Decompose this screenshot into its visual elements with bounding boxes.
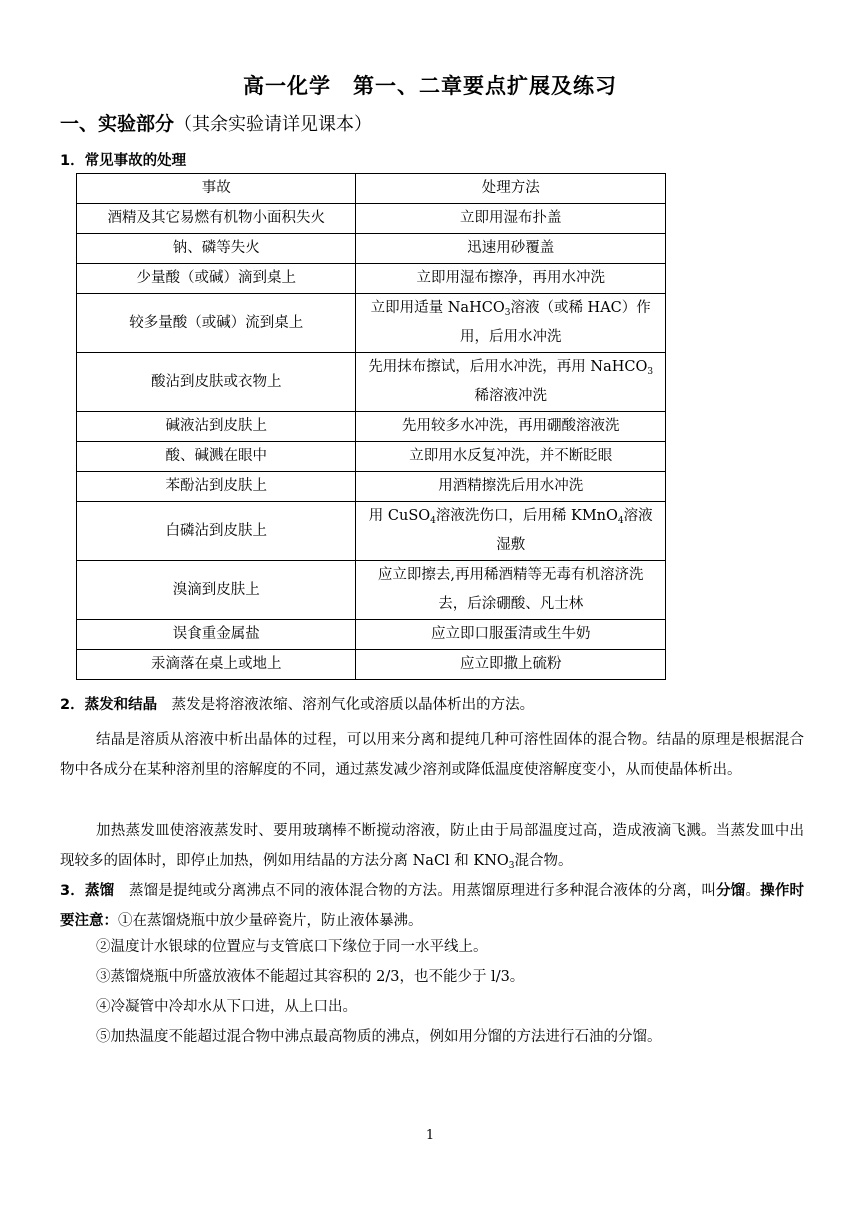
subscript: 3 <box>647 367 654 377</box>
crystallization-paragraph: 结晶是溶质从溶液中析出晶体的过程，可以用来分离和提纯几种可溶性固体的混合物。结晶的原理是根据混合物中各成分在某种溶剂里的溶解度的不同，通过蒸发减少溶剂或降低温度使溶解度变小，从而使晶体析出。 <box>60 732 804 778</box>
method-text: 稀溶液冲洗 <box>474 388 547 404</box>
evaporation-intro <box>60 690 804 720</box>
table-row <box>77 442 666 472</box>
paragraph-text: 混合物。 <box>514 853 573 869</box>
table-cell-accident: 苯酚沾到皮肤上 <box>77 472 356 502</box>
table-cell-method: 立即用湿布扑盖 <box>356 204 666 234</box>
table-cell-method: 迅速用砂覆盖 <box>356 234 666 264</box>
list-item: ③蒸馏烧瓶中所盛放液体不能超过其容积的 2/3，也不能少于 l/3。 <box>96 969 525 985</box>
table-cell-accident: 少量酸（或碱）滴到桌上 <box>77 264 356 294</box>
table-cell-accident: 较多量酸（或碱）流到桌上 <box>77 294 356 353</box>
subscript: 4 <box>430 516 436 526</box>
distillation-paragraph <box>60 876 804 936</box>
list-item: ②温度计水银球的位置应与支管底口下缘位于同一水平线上。 <box>96 939 488 955</box>
table-cell-accident: 碱液沾到皮肤上 <box>77 412 356 442</box>
subsection-heading-accidents: 1．常见事故的处理 <box>60 153 187 169</box>
table-cell-accident: 酸沾到皮肤或衣物上 <box>77 353 356 412</box>
table-row <box>77 264 666 294</box>
accident-table <box>76 173 666 680</box>
table-cell-accident: 酒精及其它易燃有机物小面积失火 <box>77 204 356 234</box>
table-row <box>77 234 666 264</box>
table-cell-accident: 溴滴到皮肤上 <box>77 561 356 620</box>
table-row <box>77 294 666 353</box>
section-heading-note: （其余实验请详见课本） <box>174 114 373 135</box>
section-heading-experiments <box>60 109 372 136</box>
paragraph-text: 加热蒸发皿使溶液蒸发时、要用玻璃棒不断搅动溶液，防止由于局部温度过高，造成液滴飞溅。当蒸发皿中出现较多的固体时，即停止加热，例如用结晶的方法分离 NaCl 和 KNO <box>60 823 804 869</box>
table-header-method: 处理方法 <box>356 174 666 204</box>
method-text: 用 CuSO <box>368 508 431 524</box>
list-item: ①在蒸馏烧瓶中放少量碎瓷片，防止液体暴沸。 <box>118 913 423 929</box>
table-cell-accident: 误食重金属盐 <box>77 620 356 650</box>
table-row <box>77 561 666 620</box>
method-text: 溶液洗伤口，后用稀 KMnO <box>435 508 618 524</box>
term-fractionation: 分馏 <box>716 883 746 899</box>
table-cell-method: 用酒精擦洗后用水冲洗 <box>356 472 666 502</box>
table-row <box>77 650 666 680</box>
table-cell-method: 应立即擦去,再用稀酒精等无毒有机溶济洗去，后涂硼酸、凡士林 <box>356 561 666 620</box>
table-cell-method: 应立即撒上硫粉 <box>356 650 666 680</box>
punctuation: 。 <box>745 883 761 899</box>
subscript: 4 <box>617 516 624 526</box>
table-cell-method: 立即用湿布擦净，再用水冲洗 <box>356 264 666 294</box>
subscript: 3 <box>508 861 515 871</box>
method-text: 溶液湿敷 <box>496 508 653 553</box>
table-row <box>77 204 666 234</box>
subscript: 3 <box>504 308 511 318</box>
table-row <box>77 620 666 650</box>
table-cell-method: 先用较多水冲洗，再用硼酸溶液洗 <box>356 412 666 442</box>
list-item: ④冷凝管中冷却水从下口进，从上口出。 <box>96 999 357 1015</box>
page-number: 1 <box>425 1128 435 1143</box>
table-row <box>77 353 666 412</box>
table-header-accident: 事故 <box>77 174 356 204</box>
list-item: ⑤加热温度不能超过混合物中沸点最高物质的沸点，例如用分馏的方法进行石油的分馏。 <box>96 1029 662 1045</box>
section-heading-text: 一、实验部分 <box>60 113 175 135</box>
note-label: 操作时要注意： <box>60 883 805 929</box>
table-cell-accident: 白磷沾到皮肤上 <box>77 502 356 561</box>
table-row <box>77 502 666 561</box>
table-cell-accident: 汞滴落在桌上或地上 <box>77 650 356 680</box>
table-cell-method <box>356 294 666 353</box>
subsection-heading-distillation: 3．蒸馏 <box>60 883 115 899</box>
table-cell-method: 立即用水反复冲洗，并不断眨眼 <box>356 442 666 472</box>
table-header-row <box>77 174 666 204</box>
method-text: 溶液（或稀 HAC）作用，后用水冲洗 <box>459 300 651 345</box>
method-text: 立即用适量 NaHCO <box>370 300 505 316</box>
table-cell-method <box>356 502 666 561</box>
method-text: 先用抹布擦试，后用水冲洗，再用 NaHCO <box>368 359 648 375</box>
table-cell-method <box>356 353 666 412</box>
table-row <box>77 412 666 442</box>
document-title: 高一化学 第一、二章要点扩展及练习 <box>243 74 617 98</box>
table-cell-accident: 钠、磷等失火 <box>77 234 356 264</box>
table-row <box>77 472 666 502</box>
evaporation-paragraph <box>60 816 804 876</box>
table-cell-accident: 酸、碱溅在眼中 <box>77 442 356 472</box>
distillation-lead: 蒸馏是提纯或分离沸点不同的液体混合物的方法。用蒸馏原理进行多种混合液体的分离，叫 <box>114 883 717 899</box>
evaporation-lead: 蒸发是将溶液浓缩、溶剂气化或溶质以晶体析出的方法。 <box>157 697 535 713</box>
table-cell-method: 应立即口服蛋清或生牛奶 <box>356 620 666 650</box>
subsection-heading-evaporation: 2．蒸发和结晶 <box>60 697 158 713</box>
